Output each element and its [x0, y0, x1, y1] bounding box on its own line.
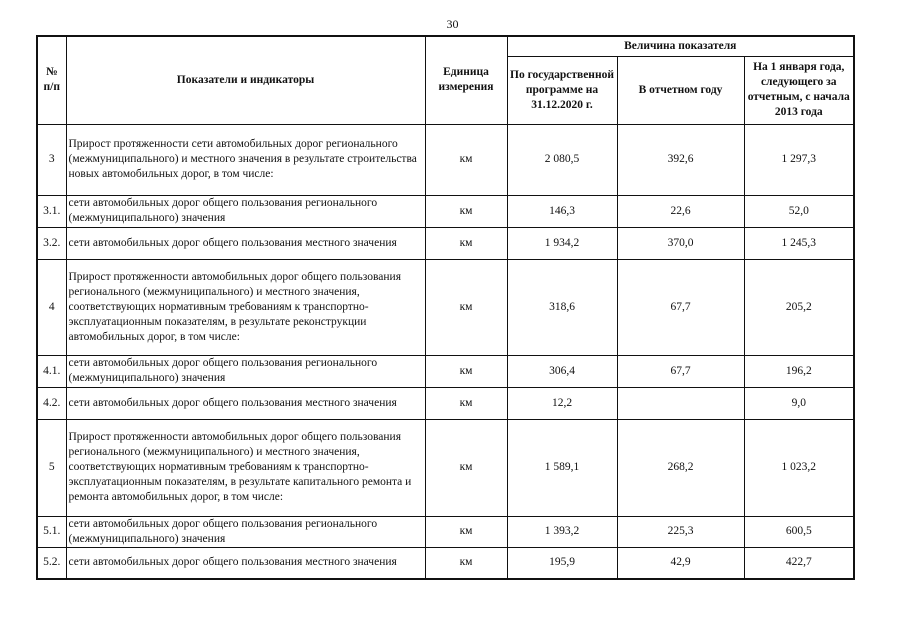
row-program-value: 2 080,5 [507, 124, 617, 195]
row-unit: км [425, 355, 507, 387]
row-cumulative-value: 52,0 [744, 195, 854, 227]
row-program-value: 1 393,2 [507, 516, 617, 547]
row-year-value: 268,2 [617, 419, 744, 516]
row-indicator-name: сети автомобильных дорог общего пользования местного значения [66, 387, 425, 419]
row-cumulative-value: 9,0 [744, 387, 854, 419]
row-year-value: 370,0 [617, 227, 744, 259]
row-number: 5.1. [37, 516, 66, 547]
row-year-value: 42,9 [617, 547, 744, 579]
row-indicator-name: сети автомобильных дорог общего пользования местного значения [66, 227, 425, 259]
table-row [37, 355, 854, 387]
row-year-value: 225,3 [617, 516, 744, 547]
row-program-value: 1 589,1 [507, 419, 617, 516]
table-row [37, 419, 854, 516]
row-number: 4 [37, 259, 66, 355]
row-indicator-name: Прирост протяженности сети автомобильных дорог регионального (межмуниципального) и местного значения в результате строительства новых автомобильных дорог, в том числе: [66, 124, 425, 195]
page-number: 30 [446, 17, 459, 31]
row-number: 4.2. [37, 387, 66, 419]
table-row [37, 227, 854, 259]
row-cumulative-value: 1 297,3 [744, 124, 854, 195]
row-year-value: 67,7 [617, 259, 744, 355]
header-value-group: Величина показателя [507, 36, 854, 56]
row-program-value: 195,9 [507, 547, 617, 579]
row-indicator-name: сети автомобильных дорог общего пользования регионального (межмуниципального) значения [66, 516, 425, 547]
row-cumulative-value: 196,2 [744, 355, 854, 387]
table-row [37, 547, 854, 579]
row-program-value: 306,4 [507, 355, 617, 387]
row-unit: км [425, 419, 507, 516]
table-row [37, 195, 854, 227]
row-unit: км [425, 516, 507, 547]
row-program-value: 318,6 [507, 259, 617, 355]
row-cumulative-value: 1 245,3 [744, 227, 854, 259]
row-unit: км [425, 195, 507, 227]
table-row [37, 124, 854, 195]
row-cumulative-value: 600,5 [744, 516, 854, 547]
row-program-value: 1 934,2 [507, 227, 617, 259]
row-program-value: 12,2 [507, 387, 617, 419]
row-number: 3.1. [37, 195, 66, 227]
table-row [37, 259, 854, 355]
row-unit: км [425, 547, 507, 579]
row-indicator-name: Прирост протяженности автомобильных дорог общего пользования регионального (межмуниципального) и местного значения, соответствующих нормативным требованиям к транспортно-эксплуатационным показателям, в результате капитального ремонта и ремонта автомобильных дорог, в том числе: [66, 419, 425, 516]
row-indicator-name: сети автомобильных дорог общего пользования регионального (межмуниципального) значения [66, 195, 425, 227]
row-number: 4.1. [37, 355, 66, 387]
row-unit: км [425, 227, 507, 259]
row-program-value: 146,3 [507, 195, 617, 227]
row-year-value [617, 387, 744, 419]
row-unit: км [425, 259, 507, 355]
row-indicator-name: Прирост протяженности автомобильных дорог общего пользования регионального (межмуниципального) и местного значения, соответствующих нормативным требованиям к транспортно-эксплуатационным показателям, в результате реконструкции автомобильных дорог, в том числе: [66, 259, 425, 355]
header-indicators: Показатели и индикаторы [66, 36, 425, 124]
header-unit: Единица измерения [425, 36, 507, 124]
row-number: 3 [37, 124, 66, 195]
header-number: № п/п [37, 36, 66, 124]
row-year-value: 67,7 [617, 355, 744, 387]
row-number: 5 [37, 419, 66, 516]
row-number: 3.2. [37, 227, 66, 259]
table-row [37, 516, 854, 547]
row-cumulative-value: 422,7 [744, 547, 854, 579]
row-indicator-name: сети автомобильных дорог общего пользования регионального (межмуниципального) значения [66, 355, 425, 387]
header-reported-year: В отчетном году [617, 56, 744, 124]
row-cumulative-value: 205,2 [744, 259, 854, 355]
row-cumulative-value: 1 023,2 [744, 419, 854, 516]
row-year-value: 22,6 [617, 195, 744, 227]
row-unit: км [425, 124, 507, 195]
header-program: По государственной программе на 31.12.2020 г. [507, 56, 617, 124]
header-since-2013: На 1 января года, следующего за отчетным, с начала 2013 года [744, 56, 854, 124]
indicators-table [36, 35, 855, 580]
table-row [37, 387, 854, 419]
row-indicator-name: сети автомобильных дорог общего пользования местного значения [66, 547, 425, 579]
row-unit: км [425, 387, 507, 419]
row-number: 5.2. [37, 547, 66, 579]
row-year-value: 392,6 [617, 124, 744, 195]
